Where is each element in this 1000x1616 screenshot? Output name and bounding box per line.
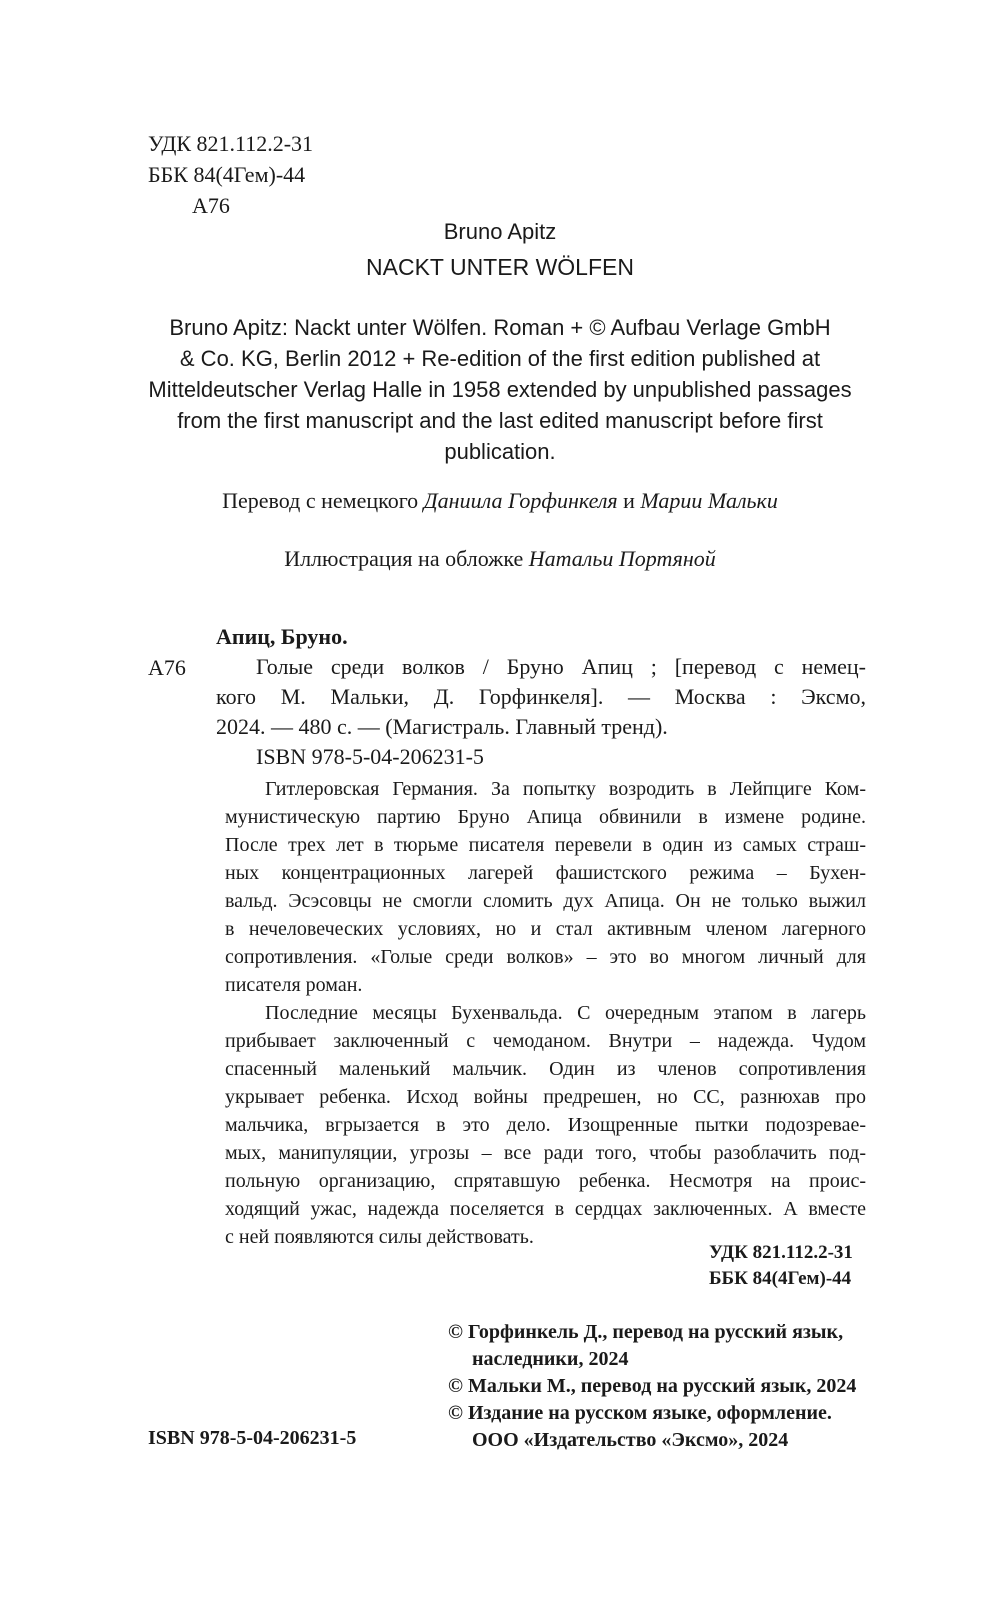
annotation-paragraph-2: Последние месяцы Бухенвальда. С очередным этапом в лагерь прибывает заключенный с чемоданом. Внутри – надежда. Чудом спасенный маленький мальчик. Один из членов сопротивления укрывает ребенка. Исход войны предрешен, но СС, разнюхав про мальчика, вгрызается в это дело. Изощренные пытки подозревае- мых, манипуляции, угрозы – все ради того, чтобы разоблачить под- польную организацию, спрятавшую ребенка. Несмотря на проис- ходящий ужас, надежда поселяется в сердцах заключенных. А вместе с ней появляются силы действовать.	[225, 1002, 866, 1248]
rights-line: Bruno Apitz: Nackt unter Wölfen. Roman + © Aufbau Verlage GmbH	[169, 315, 831, 340]
copyright-line: ООО «Издательство «Эксмо», 2024	[472, 1429, 789, 1451]
copyright-line: © Мальки М., перевод на русский язык, 2024	[448, 1375, 857, 1397]
catalog-entry	[216, 652, 866, 742]
catalog-heading: Апиц, Бруно.	[216, 624, 348, 649]
translation-credit: Перевод с немецкого Даниила Горфинкеля и Марии Мальки	[222, 488, 778, 513]
copyright-line: © Горфинкель Д., перевод на русский язык,	[448, 1321, 844, 1343]
udk-code: УДК 821.112.2-31	[148, 131, 314, 156]
catalog-isbn: ISBN 978-5-04-206231-5	[256, 744, 484, 769]
rights-line: from the first manuscript and the last edited manuscript before first	[177, 408, 823, 433]
catalog-line: кого М. Мальки, Д. Горфинкеля]. — Москва : Эксмо,	[216, 684, 866, 709]
original-rights	[0, 312, 1000, 467]
illustration-credit: Иллюстрация на обложке Натальи Портяной	[284, 546, 716, 571]
footer-udk: УДК 821.112.2-31	[709, 1242, 853, 1263]
translator-2: Марии Мальки	[640, 488, 778, 513]
original-author: Bruno Apitz	[443, 219, 557, 244]
catalog-line: Голые среди волков / Бруно Апиц ; [перевод с немец-	[256, 654, 866, 679]
copyright-notices	[448, 1319, 856, 1454]
rights-line: Mitteldeutscher Verlag Halle in 1958 extended by unpublished passages	[148, 377, 852, 402]
bbk-code: ББК 84(4Гем)-44	[148, 162, 306, 187]
catalog-sign: А76	[148, 655, 186, 680]
footer-classification	[709, 1240, 853, 1292]
annotation-paragraph-1: Гитлеровская Германия. За попытку возродить в Лейпциге Ком- мунистическую партию Бруно Апица обвинили в измене родине. После трех лет в тюрьме писателя перевели в один из самых страш- ных концентрационных лагерей фашистского режима – Бухен- вальд. Эсэсовцы не смогли сломить дух Апица. Он не только выжил в нечеловеческих условиях, но и стал активным членом лагерного сопротивления. «Голые среди волков» – это во многом личный для писателя роман.	[225, 778, 866, 996]
rights-line: publication.	[444, 439, 556, 464]
copyright-line: наследники, 2024	[472, 1348, 629, 1370]
illustrator: Натальи Портяной	[528, 546, 716, 571]
footer-bbk: ББК 84(4Гем)-44	[709, 1268, 852, 1289]
footer-isbn: ISBN 978-5-04-206231-5	[148, 1427, 357, 1449]
author-sign: А76	[192, 193, 230, 218]
original-title: NACKT UNTER WÖLFEN	[366, 254, 634, 280]
catalog-line: 2024. — 480 с. — (Магистраль. Главный тренд).	[216, 714, 668, 739]
rights-line: & Co. KG, Berlin 2012 + Re-edition of the first edition published at	[179, 346, 821, 371]
classification-block	[148, 128, 313, 221]
translator-1: Даниила Горфинкеля	[423, 488, 618, 513]
copyright-line: © Издание на русском языке, оформление.	[448, 1402, 832, 1424]
